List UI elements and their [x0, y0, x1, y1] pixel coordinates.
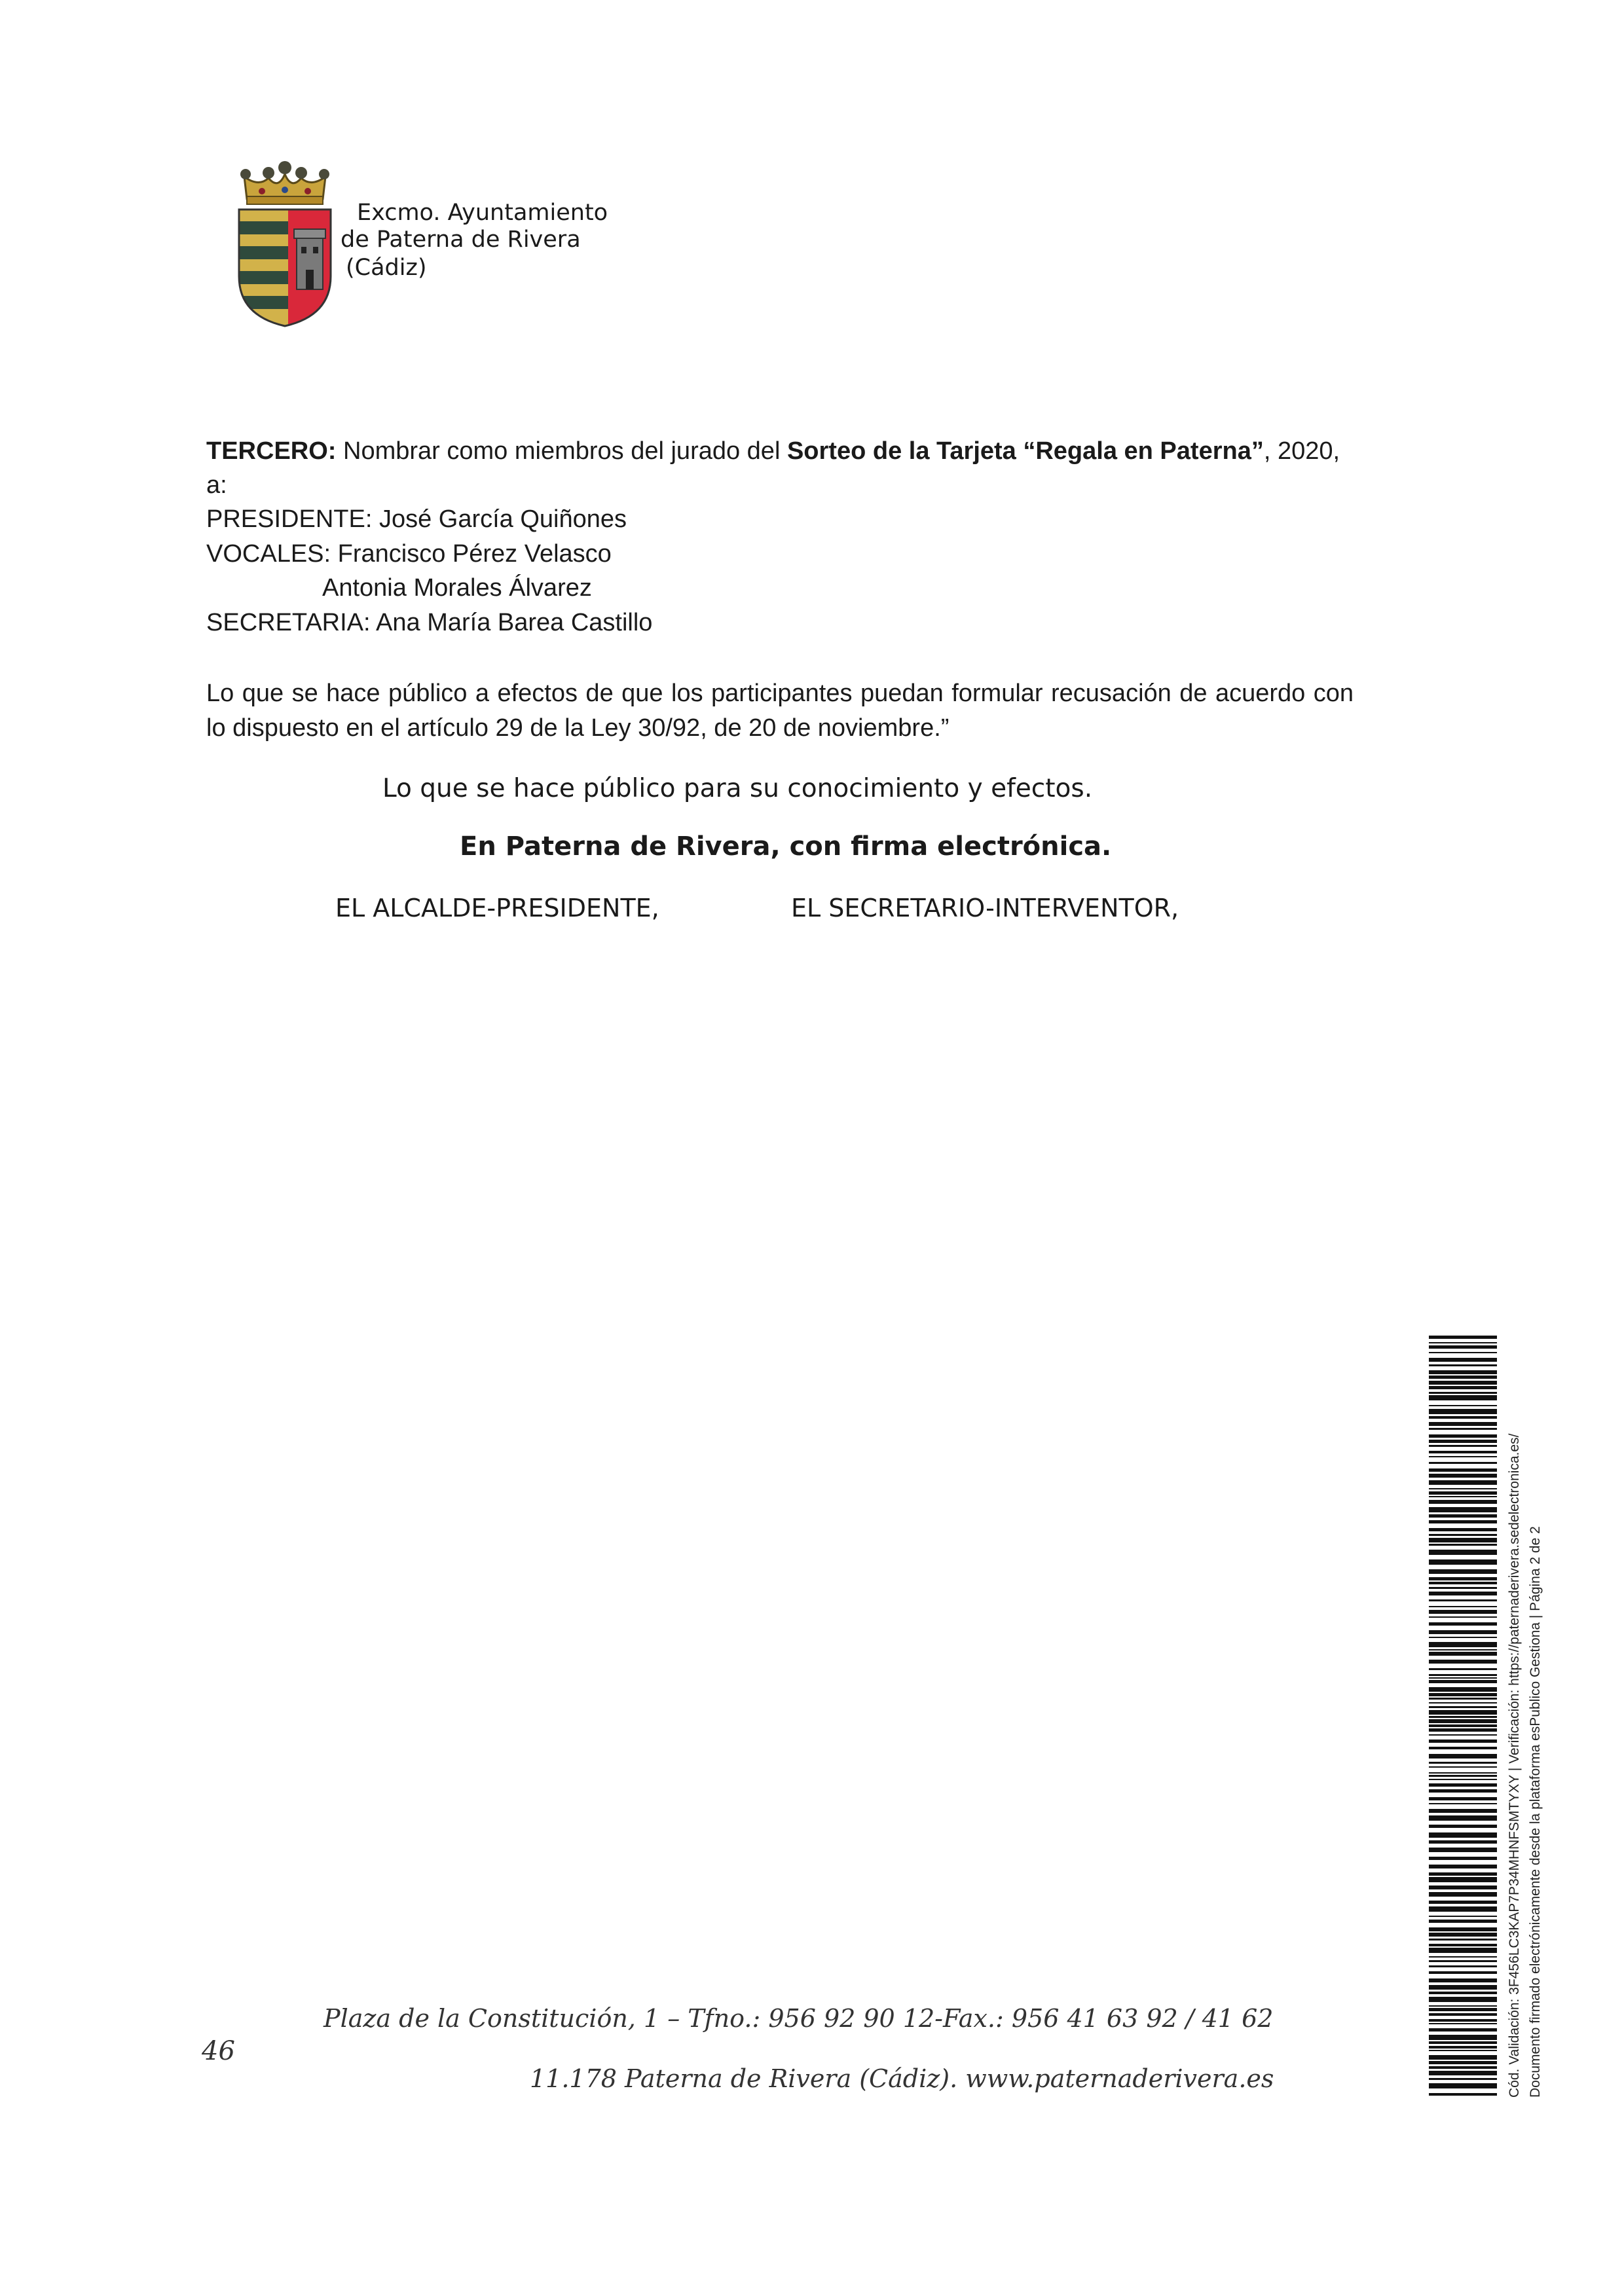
barcode-bar — [1429, 1496, 1497, 1497]
barcode-bar — [1429, 1716, 1497, 1718]
header-line-1: Excmo. Ayuntamiento — [357, 200, 608, 226]
barcode-bar — [1429, 2019, 1497, 2022]
vocales-line: VOCALES: Francisco Pérez Velasco — [206, 540, 612, 568]
barcode-bar — [1429, 1507, 1497, 1512]
verification-line-1: Cód. Validación: 3F456LC3KAP7P34MHNFSMTYXY | Verificación: https://paternaderivera.sedelectronica.es/ — [1507, 1433, 1522, 2098]
barcode-bar — [1429, 1534, 1497, 1536]
barcode-bar — [1429, 1616, 1497, 1618]
barcode-bar — [1429, 1434, 1497, 1438]
barcode-bar — [1429, 1978, 1497, 1982]
barcode-bar — [1429, 1698, 1497, 1700]
barcode-bar — [1429, 1840, 1497, 1844]
barcode-bar — [1429, 1857, 1497, 1860]
barcode-bar — [1429, 1668, 1497, 1670]
coat-of-arms-icon — [232, 158, 337, 327]
barcode-bar — [1429, 1865, 1497, 1868]
barcode-bar — [1429, 1803, 1497, 1804]
barcode-bar — [1429, 1364, 1497, 1366]
barcode-bar — [1429, 1538, 1497, 1542]
barcode-bar — [1429, 1677, 1497, 1679]
barcode-bar — [1429, 1559, 1497, 1565]
barcode-bar — [1429, 1587, 1497, 1589]
barcode-bar — [1429, 1395, 1497, 1400]
barcode-bar — [1429, 1956, 1497, 1958]
tercero-text-1: Nombrar como miembros del jurado del — [336, 437, 787, 465]
vocal-2-line: Antonia Morales Álvarez — [322, 574, 592, 602]
barcode-bar — [1429, 2071, 1497, 2075]
barcode-bar — [1429, 1997, 1497, 2002]
barcode-bar — [1429, 1724, 1497, 1727]
barcode-bar — [1429, 2008, 1497, 2011]
header-line-3: (Cádiz) — [346, 255, 427, 281]
barcode-bar — [1429, 1376, 1497, 1379]
barcode-bar — [1429, 1606, 1497, 1607]
barcode-bar — [1429, 1544, 1497, 1546]
tercero-label: TERCERO: — [206, 437, 337, 465]
barcode-bar — [1429, 2041, 1497, 2044]
barcode-bar — [1429, 1728, 1497, 1732]
line-a: a: — [206, 471, 227, 499]
barcode-bar — [1429, 2046, 1497, 2049]
barcode-bar — [1429, 1944, 1497, 1946]
barcode-bar — [1429, 1693, 1497, 1696]
barcode-bar — [1429, 1775, 1497, 1777]
barcode-bar — [1429, 2050, 1497, 2051]
barcode-bar — [1429, 1901, 1497, 1904]
barcode-bar — [1429, 2066, 1497, 2069]
barcode-bar — [1429, 1965, 1497, 1967]
crown-icon — [240, 161, 329, 204]
secretaria-line: SECRETARIA: Ana María Barea Castillo — [206, 609, 653, 636]
barcode-bar — [1429, 1960, 1497, 1962]
barcode-bar — [1429, 1886, 1497, 1889]
barcode-bar — [1429, 2023, 1497, 2024]
publico-line: Lo que se hace público para su conocimiento y efectos. — [382, 774, 1093, 803]
barcode-bar — [1429, 1409, 1497, 1414]
barcode-bar — [1429, 1622, 1497, 1626]
barcode-bar — [1429, 1916, 1497, 1917]
tercero-bold-title: Sorteo de la Tarjeta “Regala en Paterna” — [786, 437, 1264, 465]
barcode-bar — [1429, 1825, 1497, 1828]
barcode-bar — [1429, 1789, 1497, 1793]
barcode-bar — [1429, 1381, 1497, 1385]
alcalde-signature-label: EL ALCALDE-PRESIDENTE, — [335, 894, 659, 922]
barcode-bar — [1429, 1772, 1497, 1774]
barcode-bar — [1429, 1971, 1497, 1974]
barcode-bar — [1429, 1428, 1497, 1430]
barcode-bar — [1429, 1832, 1497, 1838]
barcode-bar — [1429, 1674, 1497, 1676]
barcode-bar — [1429, 2005, 1497, 2007]
firma-line: En Paterna de Rivera, con firma electrónica. — [460, 831, 1112, 862]
barcode-bar — [1429, 1740, 1497, 1743]
barcode-bar — [1429, 1948, 1497, 1953]
barcode-bar — [1429, 1474, 1497, 1478]
barcode-bar — [1429, 1451, 1497, 1453]
barcode-bar — [1429, 1592, 1497, 1595]
barcode-bar — [1429, 1416, 1497, 1419]
verification-line-2: Documento firmado electrónicamente desde la plataforma esPublico Gestiona | Página 2 de 2 — [1528, 1526, 1543, 2098]
barcode-bar — [1429, 1345, 1497, 1349]
barcode-bar — [1429, 1877, 1497, 1882]
barcode-bar — [1429, 1358, 1497, 1362]
barcode-bar — [1429, 2083, 1497, 2088]
barcode-bar — [1429, 1719, 1497, 1723]
barcode-bar — [1429, 1927, 1497, 1931]
barcode-bar — [1429, 1660, 1497, 1664]
barcode-bar — [1429, 1528, 1497, 1531]
barcode-bar — [1429, 2093, 1497, 2096]
barcode-bar — [1429, 1520, 1497, 1523]
barcode-bar — [1429, 1514, 1497, 1518]
barcode-bar — [1429, 1766, 1497, 1768]
barcode-bar — [1429, 1710, 1497, 1715]
barcode-bar — [1429, 1754, 1497, 1758]
barcode-bar — [1429, 1815, 1497, 1821]
barcode-bar — [1429, 1906, 1497, 1912]
barcode-bar — [1429, 1468, 1497, 1472]
barcode-bar — [1429, 1491, 1497, 1495]
barcode-bar — [1429, 1392, 1497, 1394]
barcode-bar — [1429, 1992, 1497, 1994]
barcode-bar — [1429, 1933, 1497, 1937]
barcode-bar — [1429, 1687, 1497, 1692]
barcode-bar — [1429, 1500, 1497, 1504]
barcode-bar — [1429, 1352, 1497, 1353]
barcode-icon — [1429, 1336, 1497, 2096]
barcode-bar — [1429, 1783, 1497, 1787]
barcode-bar — [1429, 1872, 1497, 1876]
barcode-bar — [1429, 1779, 1497, 1780]
barcode-bar — [1429, 1649, 1497, 1650]
barcode-bar — [1429, 1652, 1497, 1656]
barcode-bar — [1429, 1336, 1497, 1339]
barcode-bar — [1429, 1892, 1497, 1897]
barcode-bar — [1429, 1462, 1497, 1464]
barcode-bar — [1429, 1577, 1497, 1580]
footer-address-2: 11.178 Paterna de Rivera (Cádiz). www.paternaderivera.es — [530, 2064, 1274, 2093]
recusacion-paragraph: Lo que se hace público a efectos de que los participantes puedan formular recusación de acuerdo con lo dispuesto en el artículo 29 de la Ley 30/92, de 20 de noviembre.” — [206, 680, 1354, 742]
footer-address-1: Plaza de la Constitución, 1 – Tfno.: 956 92 90 12-Fax.: 956 41 63 92 / 41 62 — [323, 2004, 1274, 2033]
tercero-text-2: , 2020, — [1263, 437, 1340, 465]
barcode-bar — [1429, 1386, 1497, 1389]
barcode-bar — [1429, 1702, 1497, 1704]
barcode-bar — [1429, 1630, 1497, 1634]
barcode-bar — [1429, 1809, 1497, 1813]
barcode-bar — [1429, 2035, 1497, 2040]
barcode-bar — [1429, 1985, 1497, 1990]
barcode-bar — [1429, 1599, 1497, 1601]
barcode-bar — [1429, 2028, 1497, 2032]
barcode-bar — [1429, 1706, 1497, 1708]
presidente-line: PRESIDENTE: José García Quiñones — [206, 505, 627, 533]
barcode-bar — [1429, 1488, 1497, 1489]
barcode-bar — [1429, 1610, 1497, 1614]
barcode-bar — [1429, 1422, 1497, 1426]
page-number: 46 — [202, 2036, 235, 2066]
barcode-bar — [1429, 1440, 1497, 1443]
barcode-bar — [1429, 2055, 1497, 2060]
barcode-bar — [1429, 1920, 1497, 1923]
secretario-signature-label: EL SECRETARIO-INTERVENTOR, — [791, 894, 1179, 922]
barcode-bar — [1429, 1582, 1497, 1584]
barcode-bar — [1429, 1550, 1497, 1555]
barcode-bar — [1429, 1569, 1497, 1574]
barcode-bar — [1429, 1405, 1497, 1406]
tercero-line — [206, 435, 1340, 467]
barcode-bar — [1429, 1370, 1497, 1374]
header-line-2: de Paterna de Rivera — [341, 227, 581, 253]
barcode-bar — [1429, 2013, 1497, 2016]
barcode-bar — [1429, 1642, 1497, 1647]
barcode-bar — [1429, 1848, 1497, 1852]
barcode-bar — [1429, 1797, 1497, 1800]
barcode-bar — [1429, 2078, 1497, 2080]
barcode-bar — [1429, 1939, 1497, 1941]
barcode-bar — [1429, 1734, 1497, 1736]
barcode-bar — [1429, 1747, 1497, 1749]
barcode-bar — [1429, 1480, 1497, 1485]
barcode-bar — [1429, 1445, 1497, 1447]
barcode-bar — [1429, 1762, 1497, 1764]
barcode-bar — [1429, 2061, 1497, 2064]
barcode-bar — [1429, 1456, 1497, 1457]
barcode-bar — [1429, 1637, 1497, 1638]
barcode-bar — [1429, 1342, 1497, 1343]
barcode-bar — [1429, 1680, 1497, 1683]
